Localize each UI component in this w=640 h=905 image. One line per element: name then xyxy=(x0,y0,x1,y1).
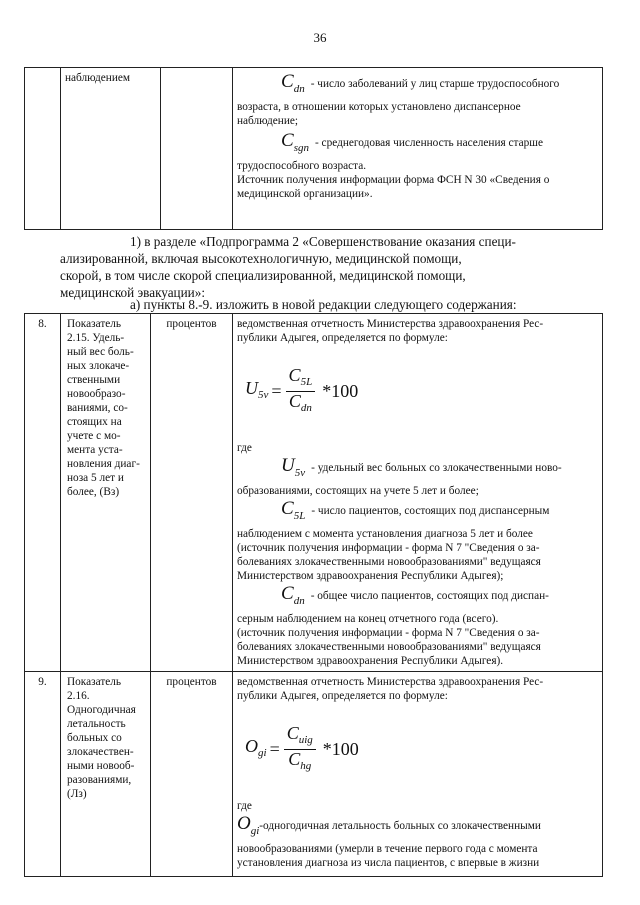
symbol-c5l: $C_{5L}$ xyxy=(281,498,306,522)
indicator-line: ный вес боль- xyxy=(67,346,134,358)
indicator-description xyxy=(61,314,150,502)
indicator-line: летальность xyxy=(67,718,126,730)
indicator-cell xyxy=(61,68,161,230)
method-line: публики Адыгея, определяется по формуле: xyxy=(237,332,448,344)
source-line: медицинской организации». xyxy=(237,188,373,200)
indicator-line: учете с мо- xyxy=(67,430,121,442)
indicator-line: Показатель xyxy=(67,676,122,688)
method-cell xyxy=(233,68,603,230)
indicators-table xyxy=(24,313,603,877)
continued-table xyxy=(24,67,603,230)
definition-line: Министерством здравоохранения Республики Адыгея); xyxy=(237,570,504,582)
indicator-line: Показатель xyxy=(67,318,122,330)
u5v-definition: - удельный вес больных со злокачественными ново- xyxy=(311,462,562,474)
indicator-line: Одногодичная xyxy=(67,704,136,716)
definition-line: болеваниях злокачественными новообразованиями" ведущаяся xyxy=(237,556,541,568)
definition-line: установления диагноза из числа пациентов, с впервые в жизни xyxy=(237,857,540,869)
indicator-line: ваниями, со- xyxy=(67,402,128,414)
where-label: где xyxy=(237,800,252,812)
definition-line: серным наблюдением на конец отчетного года (всего). xyxy=(237,613,499,625)
cdn-definition-line: возраста, в отношении которых установлено диспансерное xyxy=(237,101,521,113)
indicator-description xyxy=(61,672,150,804)
symbol-ogi: $O_{gi}$ xyxy=(237,813,260,837)
symbol-cdn: $C_{dn}$ xyxy=(281,583,305,607)
indicator-line: ными новооб- xyxy=(67,760,135,772)
indicator-line: новления диаг- xyxy=(67,458,140,470)
indicator-text: наблюдением xyxy=(65,72,131,84)
row-number: 9. xyxy=(38,676,47,688)
unit-label: процентов xyxy=(166,676,217,688)
where-label: где xyxy=(237,442,252,454)
csgn-definition-line: трудоспособного возраста. xyxy=(237,160,367,172)
indicator-line: разованиями, xyxy=(67,774,132,786)
number-cell xyxy=(25,68,61,230)
definition-line: (источник получения информации - форма N 7 "Сведения о за- xyxy=(237,542,540,554)
method-line: ведомственная отчетность Министерства здравоохранения Рес- xyxy=(237,676,544,688)
row-number: 8. xyxy=(38,318,47,330)
page-number: 36 xyxy=(313,30,327,45)
indicator-line: более, (Вз) xyxy=(67,486,120,498)
amendment-line: 1) в разделе «Подпрограмма 2 «Совершенствование оказания специ- xyxy=(130,234,516,249)
source-line: Источник получения информации форма ФСН N 30 «Сведения о xyxy=(237,174,550,186)
amendment-line: скорой, в том числе скорой специализированной, медицинской помощи, xyxy=(60,268,466,283)
definition-line: (источник получения информации - форма N 7 "Сведения о за- xyxy=(237,627,540,639)
amendment-subitem: а) пункты 8.-9. изложить в новой редакции следующего содержания: xyxy=(130,297,517,312)
definition-line: болеваниях злокачественными новообразованиями" ведущаяся xyxy=(237,641,541,653)
method-line: публики Адыгея, определяется по формуле: xyxy=(237,690,448,702)
unit-cell xyxy=(161,68,233,230)
ogi-definition: -одногодичная летальность больных со злокачественными xyxy=(259,820,541,832)
method-line: ведомственная отчетность Министерства здравоохранения Рес- xyxy=(237,318,544,330)
indicator-line: новообразо- xyxy=(67,388,126,400)
indicator-line: ноза 5 лет и xyxy=(67,472,124,484)
symbol-u5v: $U_{5v}$ xyxy=(281,455,306,479)
indicator-line: 2.15. Удель- xyxy=(67,332,125,344)
amendment-paragraph xyxy=(60,233,600,301)
indicator-line: мента уста- xyxy=(67,444,123,456)
definition-line: новообразованиями (умерли в течение первого года с момента xyxy=(237,843,538,855)
symbol-cdn: $C_{dn}$ xyxy=(281,71,305,95)
indicator-line: больных со xyxy=(67,732,122,744)
indicator-line: злокачествен- xyxy=(67,746,134,758)
formula-ogi: $O_{gi}$ = $\frac{C_{uig}}{C_{hg}}$ *100 xyxy=(245,722,359,772)
formula-u5v: $U_{5v}$ = $\frac{C_{5L}}{C_{dn}}$ *100 xyxy=(245,364,359,414)
indicator-line: ственными xyxy=(67,374,121,386)
table-row xyxy=(25,314,603,672)
c5l-definition: - число пациентов, состоящих под диспансерным xyxy=(311,505,550,517)
indicator-line: 2.16. xyxy=(67,690,90,702)
indicator-line: стоящих на xyxy=(67,416,122,428)
indicator-line: (Лз) xyxy=(67,788,87,800)
cdn-definition-line: наблюдение; xyxy=(237,115,299,127)
amendment-line: медицинской эвакуации»: xyxy=(60,285,205,300)
cdn-definition: - общее число пациентов, состоящих под диспан- xyxy=(310,590,549,602)
definition-line: наблюдением с момента установления диагноза 5 лет и более xyxy=(237,528,533,540)
calculation-method xyxy=(233,672,602,873)
calculation-method xyxy=(233,314,602,671)
unit-label: процентов xyxy=(166,318,217,330)
cdn-definition: - число заболеваний у лиц старше трудоспособного xyxy=(310,78,560,90)
amendment-line: ализированной, включая высокотехнологичную, медицинской помощи, xyxy=(60,251,462,266)
indicator-line: ных злокаче- xyxy=(67,360,130,372)
definition-line: образованиями, состоящих на учете 5 лет и более; xyxy=(237,485,479,497)
symbol-csgn: $C_{sgn}$ xyxy=(281,130,309,154)
csgn-definition: - среднегодовая численность населения старше xyxy=(314,137,543,149)
table-row xyxy=(25,672,603,877)
definition-line: Министерством здравоохранения Республики Адыгея). xyxy=(237,655,504,667)
